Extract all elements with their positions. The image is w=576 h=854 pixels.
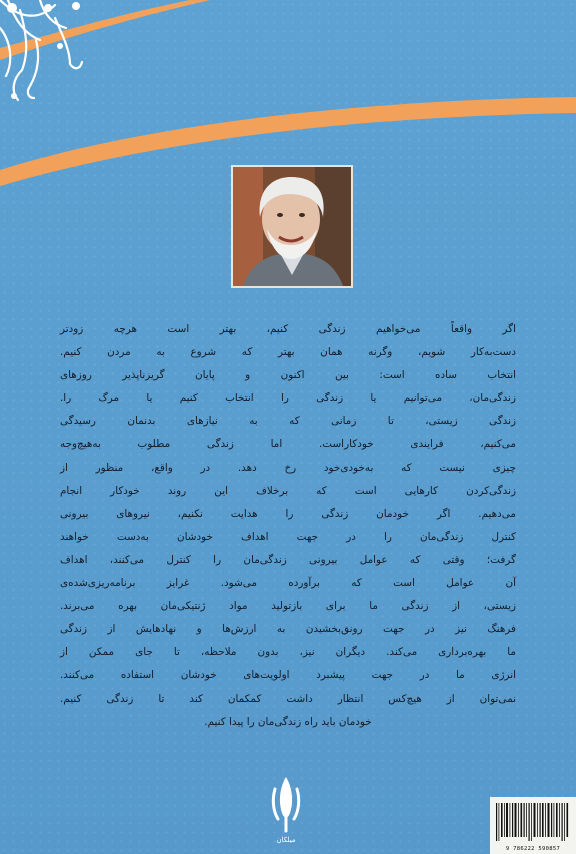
publisher-logo-text: میلکان — [276, 836, 296, 844]
text-line: گرفت؛ وقتی که عوامل بیرونی زندگی‌مان را کنترل می‌کنند، اهداف — [60, 553, 516, 566]
text-line: می‌کنیم، فرایندی خودکاراست. اما زندگی مطلوب به‌هیچ‌وجه — [60, 438, 516, 451]
text-line: اگر واقعاً می‌خواهیم زندگی کنیم، بهتر است هرچه زودتر — [60, 323, 516, 335]
text-line: ما بهره‌برداری می‌کند. دیگران نیز، بدون ملاحظه، تا جای ممکن از — [60, 646, 516, 659]
text-line: انتخاب ساده است: بین اکنون و پایان گریزناپذیر روزهای — [60, 369, 516, 382]
text-line: فرهنگ نیز در جهت رونق‌بخشیدن به ارزش‌ها و نهادهایش از زندگی — [60, 623, 516, 636]
text-line: آن عوامل است که برآورده می‌شود. غرایز برنامه‌ریزی‌شده‌ی — [60, 577, 516, 590]
text-line: دست‌به‌کار شویم، وگرنه همان بهتر که شروع به مردن کنیم. — [60, 346, 516, 359]
text-line: نمی‌توان از هیچ‌کس انتظار داشت کمکمان کند تا زندگی کنیم. — [60, 692, 516, 705]
text-line: انرژی ما در جهت پیشبرد اولویت‌های خودشان استفاده می‌کنند. — [60, 669, 516, 682]
text-line: زندگی زیستی، تا زمانی که به نیازهای بدنمان رسیدگی — [60, 415, 516, 428]
barcode-bars — [490, 797, 576, 843]
text-line: زندگی‌مان، می‌توانیم یا زندگی را انتخاب کنیم یا مرگ را. — [60, 392, 516, 405]
text-line: کنترل زندگی‌مان را در جهت اهداف خودشان به‌دست خواهند — [60, 530, 516, 543]
back-cover-text — [60, 318, 516, 734]
barcode — [490, 797, 576, 854]
author-photo — [231, 165, 353, 288]
publisher-logo — [266, 773, 306, 845]
text-line: چیزی نیست که به‌خودی‌خود رخ دهد. در واقع، منظور از — [60, 461, 516, 474]
text-line-last: خودمان باید راه زندگی‌مان را پیدا کنیم. — [204, 715, 372, 728]
barcode-digits: 9 786222 590857 — [505, 846, 561, 852]
text-line: زندگی‌کردن کارهایی است که برخلاف این روند خودکار انجام — [60, 484, 516, 497]
text-line: می‌دهیم. اگر خودمان زندگی را هدایت نکنیم، نیروهای بیرونی — [60, 507, 516, 520]
text-line: زیستی، از زندگی ما برای بازتولید مواد ژنتیکی‌مان بهره می‌برند. — [60, 600, 516, 613]
